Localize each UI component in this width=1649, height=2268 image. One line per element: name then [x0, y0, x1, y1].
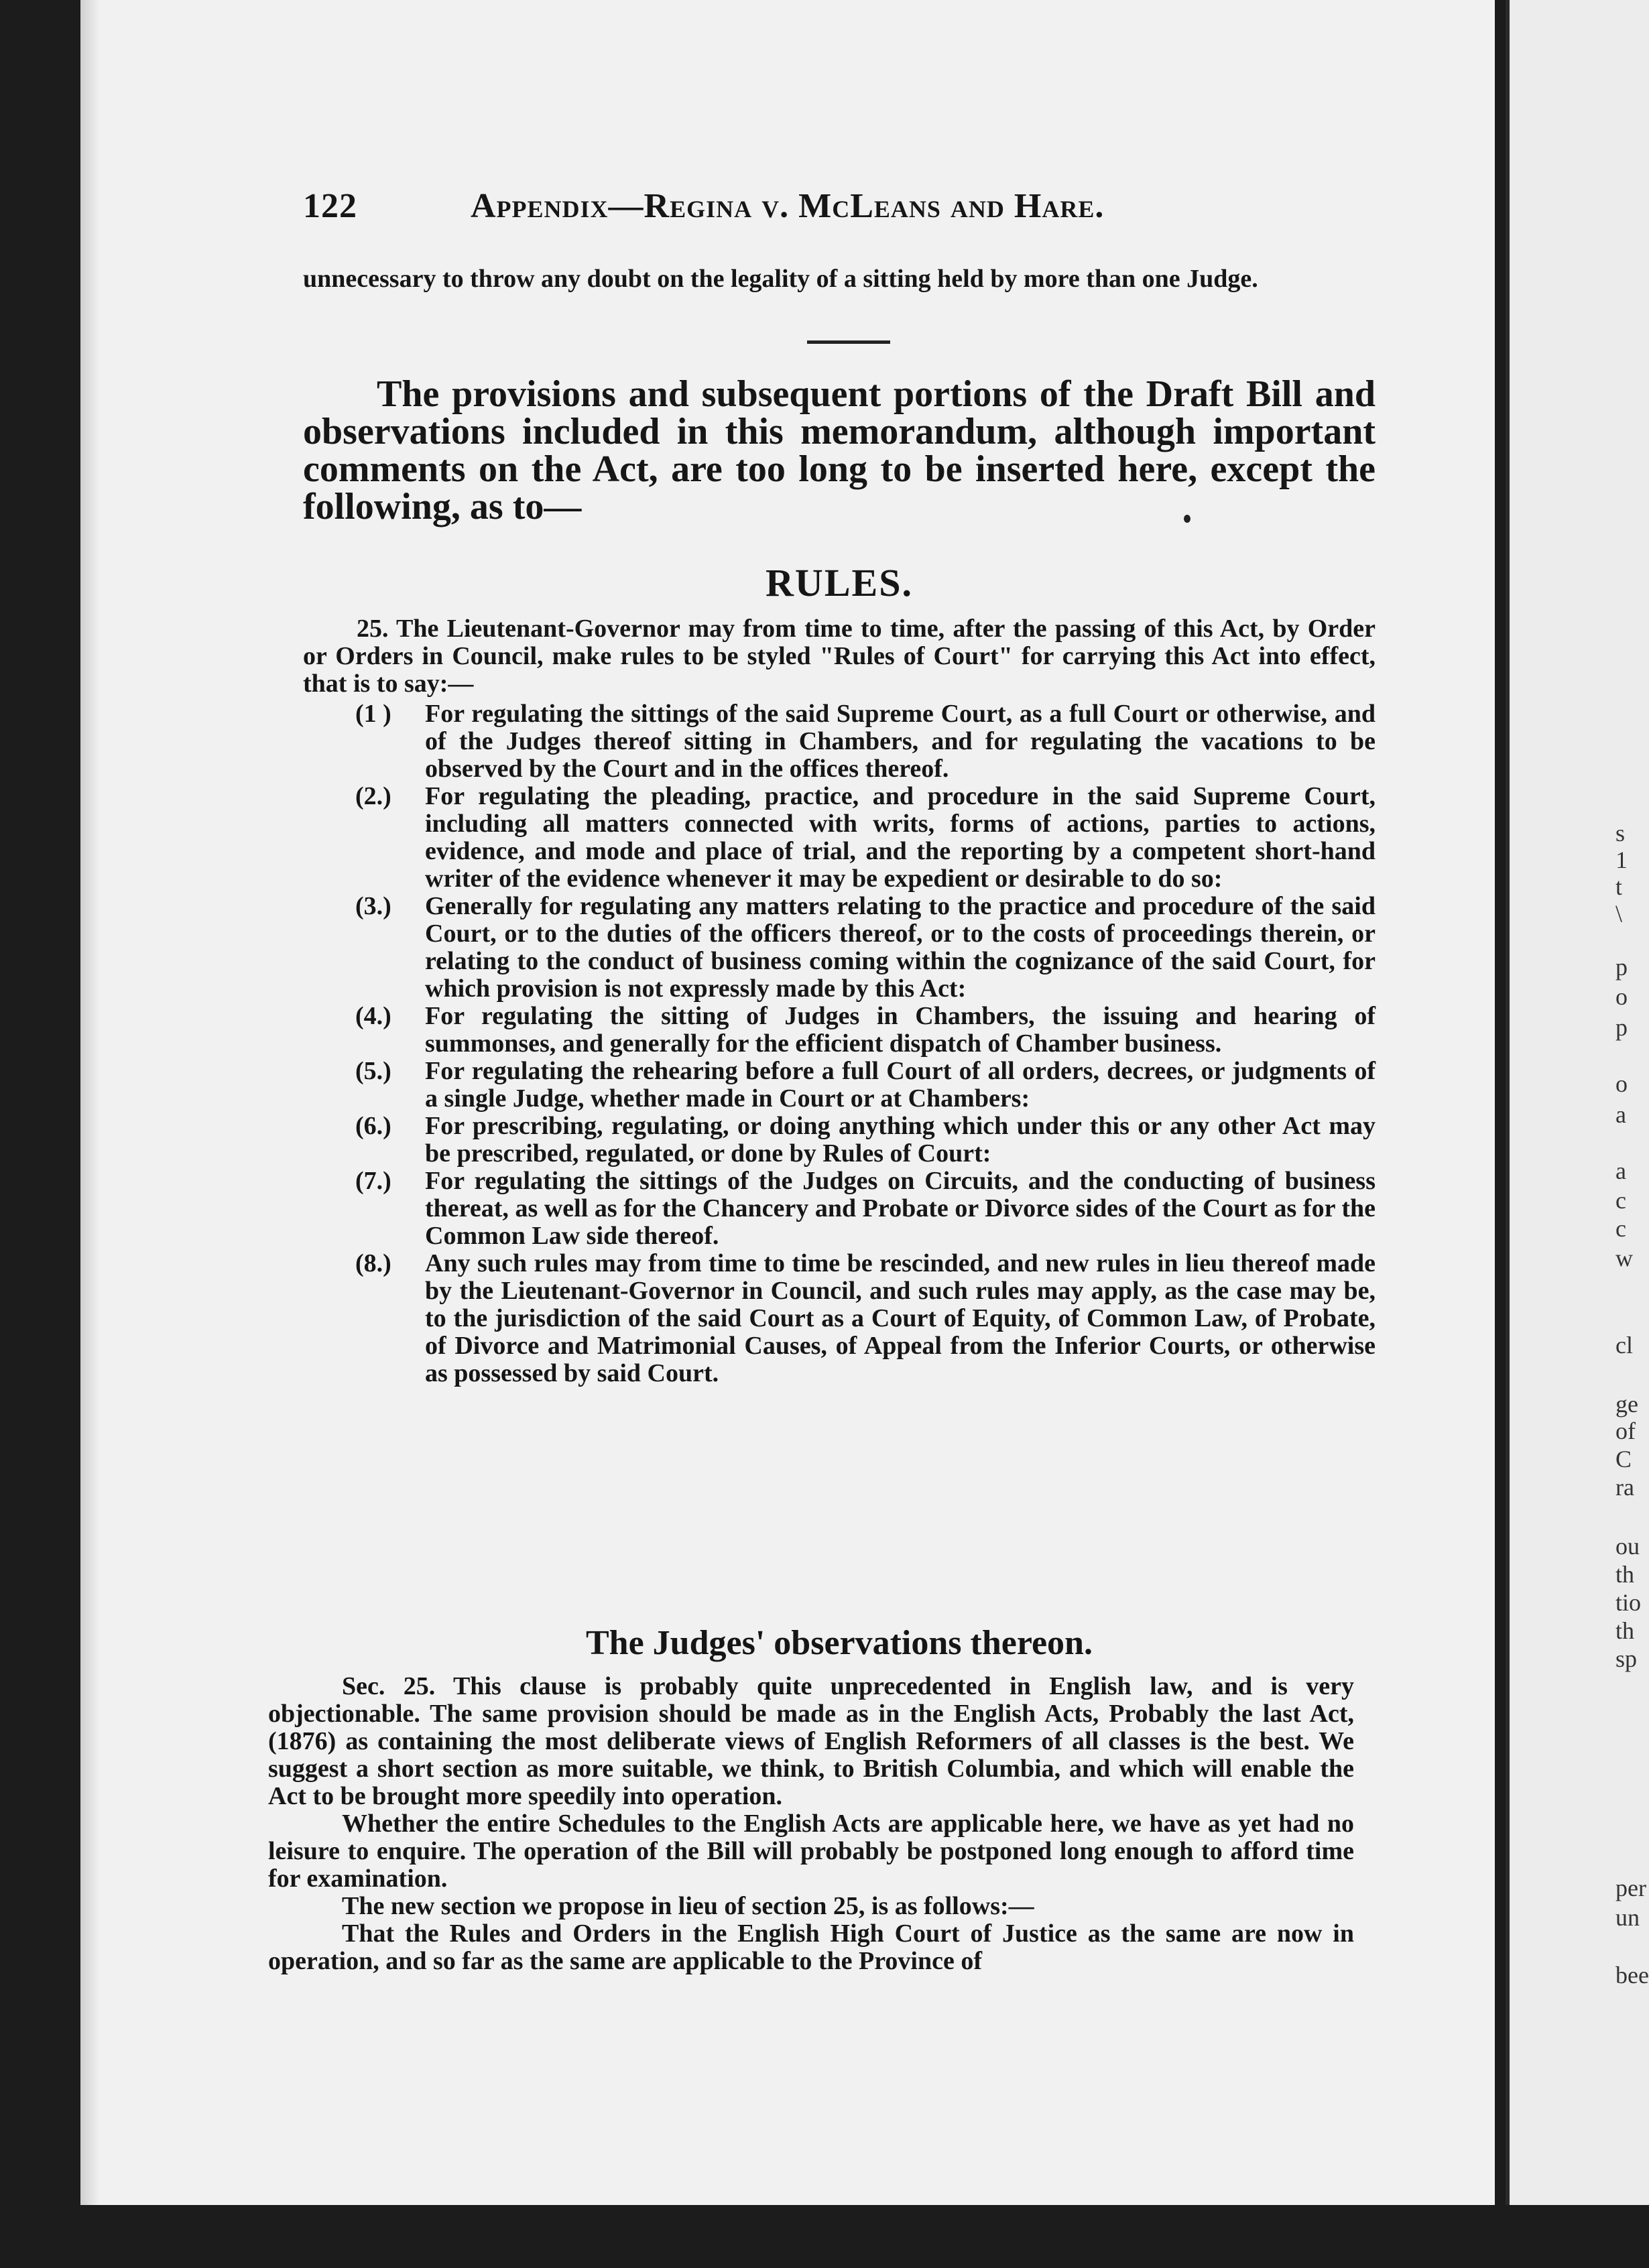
- adjacent-fragment: c: [1615, 1187, 1626, 1214]
- adjacent-fragment: C: [1615, 1446, 1632, 1472]
- adjacent-fragment: o: [1615, 983, 1628, 1010]
- adjacent-fragment: a: [1615, 1101, 1626, 1128]
- intro-paragraph: unnecessary to throw any doubt on the legality of a sitting held by more than one Judge.: [303, 265, 1258, 293]
- memo-paragraph: The provisions and subsequent portions of the Draft Bill and observations included in this memorandum, although important comments on the Act, are too long to be inserted here, except the following, as to—: [303, 373, 1376, 527]
- adjacent-fragment: ou: [1615, 1533, 1640, 1560]
- adjacent-fragment: w: [1615, 1245, 1633, 1271]
- page-gutter: [80, 0, 99, 2205]
- rule-text: For regulating the rehearing before a full Court of all orders, decrees, or judgments of a single Judge, whether made in Court or at Chambers:: [425, 1057, 1376, 1113]
- observation-paragraph: That the Rules and Orders in the English High Court of Justice as the same are now in operation, and so far as the same are applicable to the Province of: [268, 1919, 1354, 1975]
- rule-text: For regulating the sittings of the Judges on Circuits, and the conducting of business thereat, as well as for the Chancery and Probate or Divorce sides of the Court as for the Common Law side thereof.: [425, 1167, 1376, 1250]
- running-title: Appendix—Regina v. McLeans and Hare.: [471, 187, 1105, 225]
- stray-mark: [1184, 515, 1190, 523]
- rule-number: (8.): [355, 1249, 391, 1277]
- adjacent-fragment: th: [1615, 1561, 1635, 1588]
- adjacent-fragment: s: [1615, 820, 1626, 846]
- adjacent-fragment: p: [1615, 1014, 1628, 1041]
- section-divider: [807, 340, 890, 344]
- adjacent-fragment: 1: [1615, 846, 1628, 873]
- rule-text: For regulating the pleading, practice, and procedure in the said Supreme Court, including all matters connected with writs, forms of actions, parties to actions, evidence, and mode and place of trial, and the reporting by a competent short-hand writer of the evidence whenever it may be expedient or desirable to do so:: [425, 782, 1376, 893]
- rule-item: [303, 1168, 1376, 1250]
- observations-body: [268, 1673, 1354, 1975]
- rule-item: [303, 1113, 1376, 1168]
- adjacent-fragment: th: [1615, 1617, 1635, 1644]
- adjacent-fragment: sp: [1615, 1645, 1638, 1672]
- rule-number: (2.): [355, 782, 391, 810]
- adjacent-fragment: of: [1615, 1418, 1636, 1444]
- adjacent-fragment: un: [1615, 1904, 1640, 1931]
- adjacent-fragment: c: [1615, 1215, 1626, 1242]
- rule-text: For regulating the sittings of the said Supreme Court, as a full Court or otherwise, and of the Judges thereof sitting in Chambers, and for regulating the vacations to be observed by the Court and in the offices thereof.: [425, 700, 1376, 783]
- rule-number: (3.): [355, 892, 391, 920]
- adjacent-fragment: ra: [1615, 1474, 1634, 1501]
- observation-paragraph: The new section we propose in lieu of section 25, is as follows:—: [342, 1892, 1034, 1920]
- rule-number: (4.): [355, 1002, 391, 1030]
- rule-item: [303, 1003, 1376, 1058]
- adjacent-fragment: bee: [1615, 1962, 1649, 1989]
- rule-number: (1 ): [355, 700, 391, 728]
- rule-number: (6.): [355, 1112, 391, 1140]
- rules-list: [303, 700, 1376, 1387]
- adjacent-fragment: per: [1615, 1875, 1646, 1901]
- rule-number: (7.): [355, 1167, 391, 1195]
- rule-number: (5.): [355, 1057, 391, 1085]
- rule-text: For prescribing, regulating, or doing anything which under this or any other Act may be prescribed, regulated, or done by Rules of Court:: [425, 1112, 1376, 1168]
- adjacent-fragment: p: [1615, 954, 1628, 981]
- adjacent-fragment: o: [1615, 1070, 1628, 1097]
- rule-item: [303, 700, 1376, 783]
- adjacent-fragment: t: [1615, 873, 1623, 900]
- rule-text: Generally for regulating any matters relating to the practice and procedure of the said Court, or to the duties of the officers thereof, or to the costs of proceedings therein, or relating to the conduct of business coming within the cognizance of the said Court, for which provision is not expressly made by this Act:: [425, 892, 1376, 1003]
- observation-paragraph: Sec. 25. This clause is probably quite unprecedented in English law, and is very objectionable. The same provision should be made as in the English Acts, Probably the last Act, (1876) as containing the most deliberate views of English Reformers of all classes is the best. We suggest a short section as more suitable, we think, to British Columbia, and which will enable the Act to be brought more speedily into operation.: [268, 1672, 1354, 1810]
- rules-heading: RULES.: [766, 561, 913, 605]
- rule-text: For regulating the sitting of Judges in Chambers, the issuing and hearing of summonses, and generally for the efficient dispatch of Chamber business.: [425, 1002, 1376, 1058]
- rule-item: [303, 1058, 1376, 1113]
- adjacent-fragment: a: [1615, 1157, 1626, 1184]
- observation-paragraph: Whether the entire Schedules to the English Acts are applicable here, we have as yet had no leisure to enquire. The operation of the Bill will probably be postponed long enough to afford time for examination.: [268, 1810, 1354, 1893]
- rule-item: [303, 783, 1376, 893]
- section-25-text: 25. The Lieutenant-Governor may from time to time, after the passing of this Act, by Order or Orders in Council, make rules to be styled "Rules of Court" for carrying this Act into effect, that is to say:—: [303, 615, 1376, 698]
- adjacent-fragment: tio: [1615, 1589, 1642, 1616]
- adjacent-fragment: \: [1615, 900, 1623, 927]
- page-number: 122: [303, 187, 357, 225]
- rule-text: Any such rules may from time to time be rescinded, and new rules in lieu thereof made by the Lieutenant-Governor in Council, and such rules may apply, as the case may be, to the jurisdiction of the said Court as a Court of Equity, of Common Law, of Probate, of Divorce and Matrimonial Causes, of Appeal from the Inferior Courts, or otherwise as possessed by said Court.: [425, 1249, 1376, 1387]
- scan-border: [0, 2205, 1649, 2268]
- adjacent-fragment: cl: [1615, 1332, 1633, 1359]
- adjacent-fragment: ge: [1615, 1391, 1638, 1418]
- rule-item: [303, 893, 1376, 1003]
- rule-item: [303, 1250, 1376, 1387]
- observations-heading: The Judges' observations thereon.: [586, 1624, 1093, 1662]
- running-head: [303, 186, 1376, 226]
